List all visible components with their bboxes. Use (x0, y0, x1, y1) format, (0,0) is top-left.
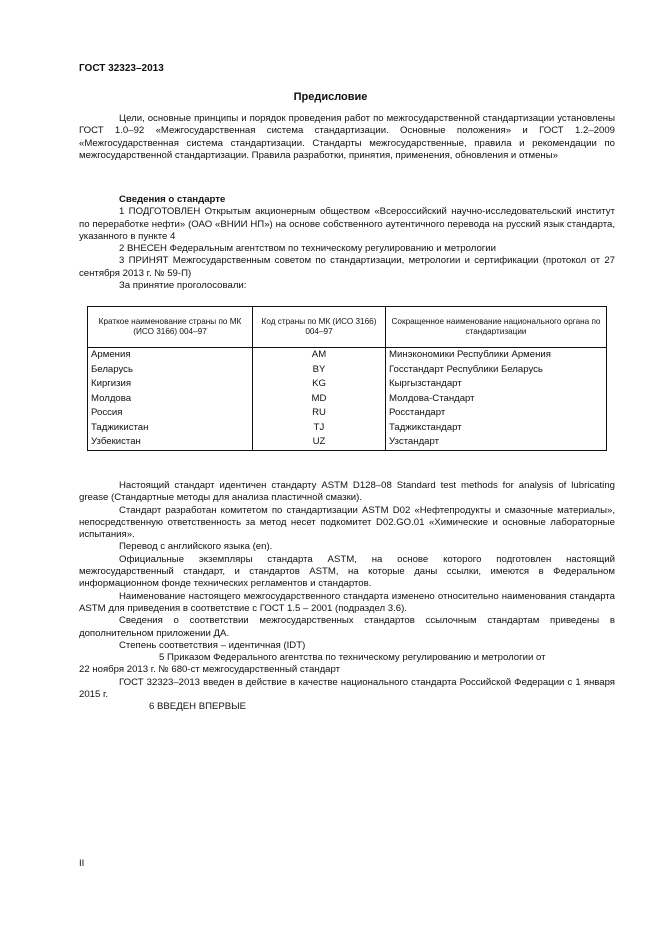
table-row (88, 348, 607, 363)
national-body-cell: Минэкономики Республики Армения (386, 348, 607, 363)
intro-section (79, 113, 615, 162)
conformity-degree: Степень соответствия – идентичная (IDT) (119, 639, 306, 651)
national-body-cell: Молдова-Стандарт (386, 392, 607, 407)
info-item-3: 3 ПРИНЯТ Межгосударственным советом по стандартизации, метрологии и сертификации (протокол от 27 сентября 2013 г. № 59-П) (79, 255, 615, 279)
standard-info-heading: Сведения о стандарте (119, 194, 226, 205)
table-row (88, 435, 607, 450)
after-table-section (79, 480, 615, 714)
table-header-row (88, 307, 607, 348)
country-code-cell: RU (253, 406, 386, 421)
committee-paragraph: Стандарт разработан комитетом по стандартизации ASTM D02 «Нефтепродукты и смазочные материалы», непосредственную ответственность за метод несет подкомитет D02.GO.01 «Химические и основные лабораторные испытания». (79, 504, 615, 541)
country-name-cell: Армения (88, 348, 253, 363)
first-introduced-item: 6 ВВЕДЕН ВПЕРВЫЕ (149, 701, 247, 713)
page-title: Предисловие (293, 91, 368, 103)
intro-paragraph: Цели, основные принципы и порядок проведения работ по межгосударственной стандартизации установлены ГОСТ 1.0–92 «Межгосударственная система стандартизации. Основные положения» и ГОСТ 1.2–2009 «Межгосударственная система стандартизации. Стандарты межгосударственные, правила и рекомендации по межгосударственной стандартизации. Правила разработки, принятия, применения, обновления и отмены» (79, 113, 615, 161)
references-paragraph: Сведения о соответствии межгосударственных стандартов ссылочным стандартам приведены в дополнительном приложении ДА. (79, 615, 615, 639)
national-body-cell: Таджикстандарт (386, 421, 607, 436)
country-name-cell: Таджикистан (88, 421, 253, 436)
effective-date-paragraph: ГОСТ 32323–2013 введен в действие в качестве национального стандарта Российской Федерации с 1 января 2015 г. (79, 676, 615, 701)
order-item-5: 5 Приказом Федерального агентства по техническому регулированию и метрологии от (159, 652, 546, 664)
translation-paragraph: Перевод с английского языка (en). (119, 541, 273, 553)
header-country-code: Код страны по МК (ИСО 3166) 004–97 (253, 307, 386, 348)
country-name-cell: Беларусь (88, 363, 253, 378)
header-national-body: Сокращенное наименование национального органа по стандартизации (386, 307, 607, 348)
country-code-cell: BY (253, 363, 386, 378)
title-change-paragraph: Наименование настоящего межгосударственного стандарта изменено относительно наименования стандарта ASTM для приведения в соответствие с ГОСТ 1.5 – 2001 (подраздел 3.6). (79, 590, 615, 614)
country-code-cell: UZ (253, 435, 386, 450)
table-row (88, 421, 607, 436)
national-body-cell: Госстандарт Республики Беларусь (386, 363, 607, 378)
voting-intro: За принятие проголосовали: (119, 280, 247, 292)
country-name-cell: Молдова (88, 392, 253, 407)
voting-countries-table (87, 306, 607, 451)
table-row (88, 406, 607, 421)
standard-info-section (79, 194, 615, 292)
country-code-cell: KG (253, 377, 386, 392)
order-item-5-continued: 22 ноября 2013 г. № 680-ст межгосударственный стандарт (79, 664, 341, 676)
document-code-header: ГОСТ 32323–2013 (79, 63, 164, 74)
country-name-cell: Киргизия (88, 377, 253, 392)
identity-paragraph: Настоящий стандарт идентичен стандарту ASTM D128–08 Standard test methods for analysis of lubricating grease (Стандартные методы для анализа пластичной смазки). (79, 480, 615, 504)
country-code-cell: AM (253, 348, 386, 363)
table-row (88, 363, 607, 378)
info-item-2: 2 ВНЕСЕН Федеральным агентством по техническому регулированию и метрологии (119, 243, 497, 255)
country-code-cell: TJ (253, 421, 386, 436)
page-number: II (79, 858, 85, 869)
country-name-cell: Россия (88, 406, 253, 421)
header-country-name: Краткое наименование страны по МК (ИСО 3166) 004–97 (88, 307, 253, 348)
national-body-cell: Узстандарт (386, 435, 607, 450)
country-code-cell: MD (253, 392, 386, 407)
national-body-cell: Росстандарт (386, 406, 607, 421)
table-row (88, 392, 607, 407)
national-body-cell: Кыргызстандарт (386, 377, 607, 392)
table-row (88, 377, 607, 392)
official-copies-paragraph: Официальные экземпляры стандарта ASTM, на основе которого подготовлен настоящий межгосударственный стандарт, и стандартов ASTM, на которые даны ссылки, имеются в Федеральном информационном фонде технических регламентов и стандартов. (79, 553, 615, 590)
country-name-cell: Узбекистан (88, 435, 253, 450)
info-item-1: 1 ПОДГОТОВЛЕН Открытым акционерным обществом «Всероссийский научно-исследовательский институт по переработке нефти» (ОАО «ВНИИ НП») на основе собственного аутентичного перевода на русский язык стандарта, указанного в пункте 4 (79, 206, 615, 242)
